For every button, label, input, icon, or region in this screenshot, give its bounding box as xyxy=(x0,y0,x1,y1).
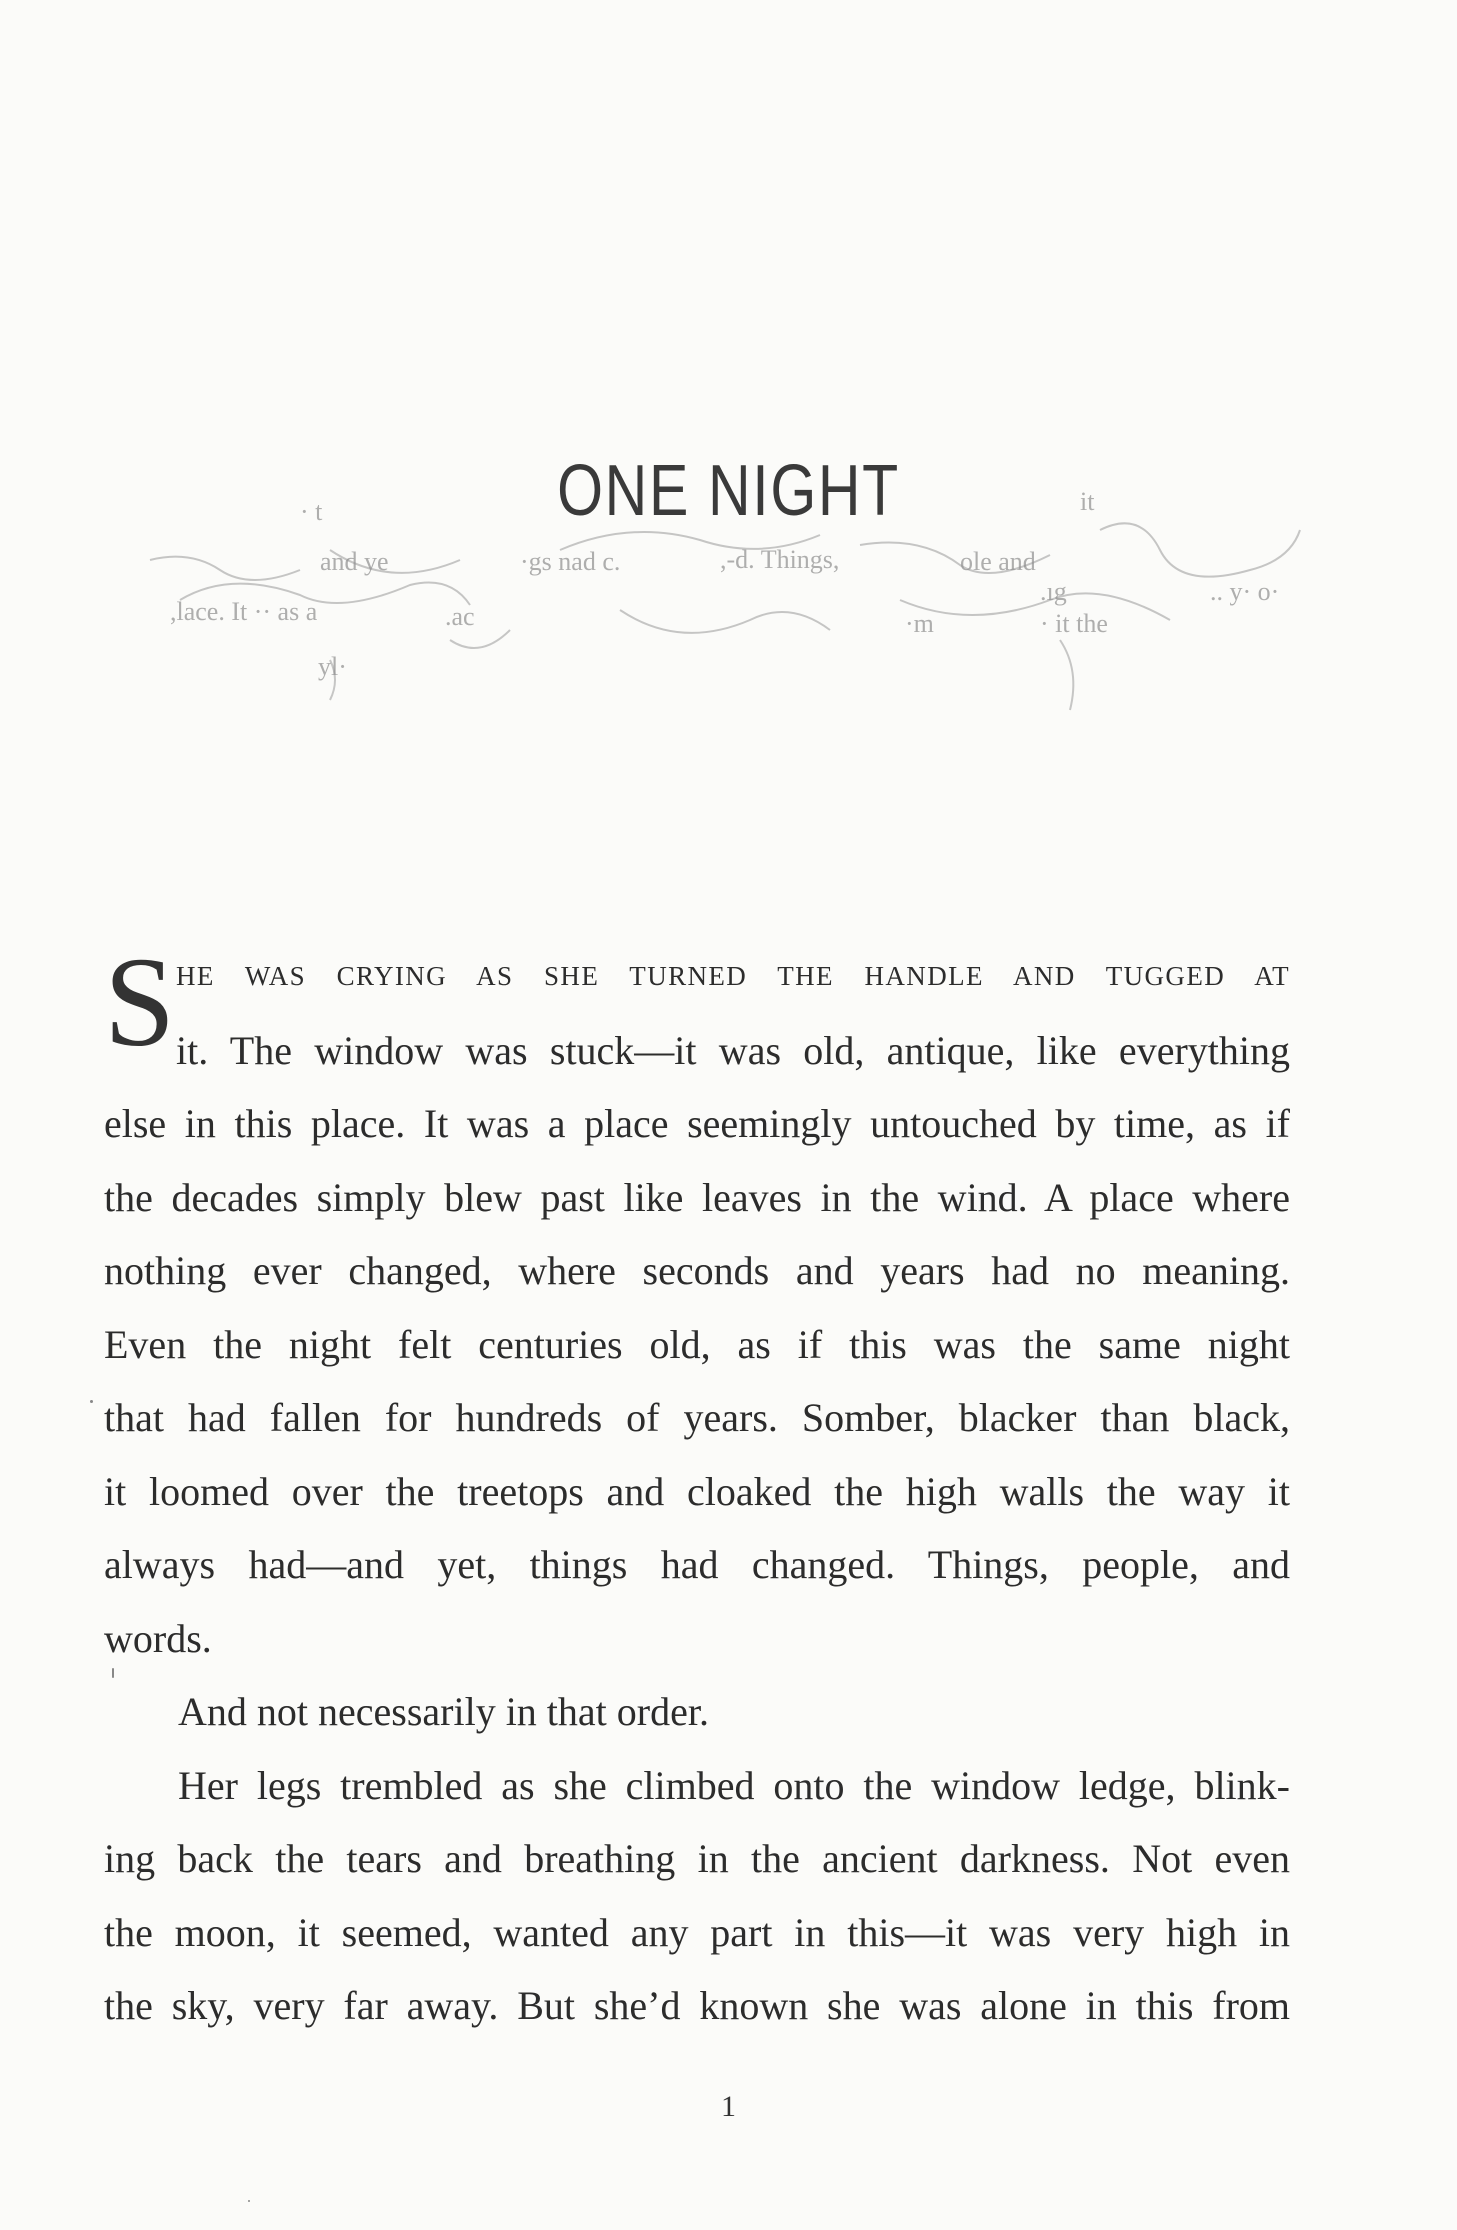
opening-line-2: it. The window was stuck—it was old, antique, like everything xyxy=(176,1027,1290,1073)
text-line: the moon, it seemed, wanted any part in this—it was very high in xyxy=(104,1909,1290,1955)
paper-speck xyxy=(90,1400,93,1403)
drop-cap: S xyxy=(104,931,176,1073)
svg-text:,-d. Things,: ,-d. Things, xyxy=(720,545,840,574)
text-line: ing back the tears and breathing in the ancient darkness. Not even xyxy=(104,1836,1290,1881)
svg-text:and ye: and ye xyxy=(320,547,389,576)
text-line: words. xyxy=(104,1615,212,1661)
svg-text:it: it xyxy=(1080,490,1095,516)
svg-text:,lace. It ·· as a: ,lace. It ·· as a xyxy=(170,597,318,626)
svg-text:yl·: yl· xyxy=(318,652,347,681)
chapter-title: ONE NIGHT xyxy=(557,451,900,531)
paragraph-1 xyxy=(104,1087,1290,1675)
text-line: always had—and yet, things had changed. Things, people, and xyxy=(104,1542,1290,1587)
text-line: Even the night felt centuries old, as if this was the same night xyxy=(104,1321,1290,1367)
svg-text:.ac: .ac xyxy=(445,602,475,631)
text-line: the decades simply blew past like leaves in the wind. A place where xyxy=(104,1174,1290,1220)
text-line: it loomed over the treetops and cloaked the high walls the way it xyxy=(104,1468,1290,1514)
text-line: that had fallen for hundreds of years. Somber, blacker than black, xyxy=(104,1395,1290,1440)
opening-smallcaps: HE WAS CRYING AS SHE TURNED THE HANDLE AND TUGGED AT xyxy=(176,961,1290,991)
svg-text:·m: ·m xyxy=(905,609,934,638)
text-line: nothing ever changed, where seconds and years had no meaning. xyxy=(104,1248,1290,1293)
svg-text:.. y· o·: .. y· o· xyxy=(1210,577,1280,606)
text-line: And not necessarily in that order. xyxy=(178,1689,709,1734)
paper-speck xyxy=(248,2200,250,2202)
text-line: the sky, very far away. But she’d known she was alone in this from xyxy=(104,1983,1290,2028)
paragraph-2 xyxy=(104,1675,1290,1749)
svg-text:ole and: ole and xyxy=(960,547,1036,576)
paper-speck xyxy=(112,1668,114,1678)
text-line: else in this place. It was a place seemingly untouched by time, as if xyxy=(104,1101,1290,1146)
svg-text:· it the: · it the xyxy=(1040,609,1108,638)
svg-text:·gs nad c.: ·gs nad c. xyxy=(520,547,621,576)
opening-paragraph xyxy=(104,931,1290,1675)
chapter-body xyxy=(104,931,1290,2043)
text-line: Her legs trembled as she climbed onto the window ledge, blink- xyxy=(178,1762,1290,1808)
paragraph-3 xyxy=(104,1749,1290,2043)
page-number: 1 xyxy=(721,2090,736,2123)
svg-text:.ıg: .ıg xyxy=(1040,577,1067,606)
svg-text:· t: · t xyxy=(300,497,323,526)
